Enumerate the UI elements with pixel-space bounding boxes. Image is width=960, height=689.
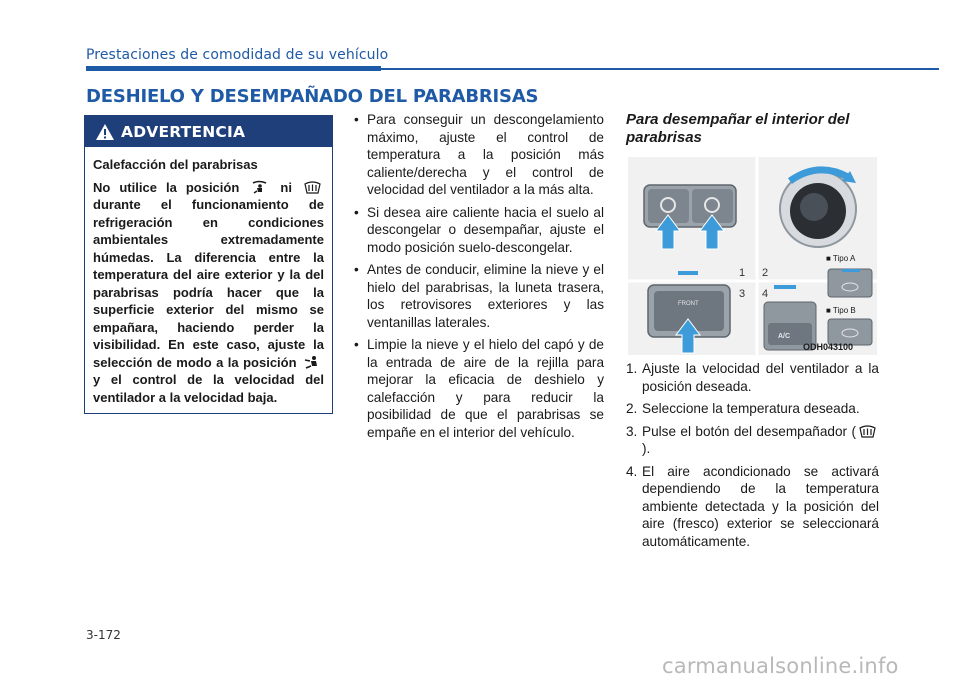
list-item: • Si desea aire caliente hacia el suelo al descongelar o desempañar, ajuste el modo posición suelo-descongelar. [354, 204, 604, 255]
figure-ac-label: A/C [778, 333, 791, 340]
section-title: Prestaciones de comodidad de su vehículo [86, 47, 389, 63]
list-item: • Antes de conducir, elimine la nieve y el hielo del parabrisas, la luneta trasera, los retrovisores exteriores y las ventanillas laterales. [354, 262, 604, 330]
warning-header [85, 116, 332, 147]
defroster-controls-figure [628, 157, 877, 355]
warning-text-part1: No utilice la posición [93, 179, 240, 195]
warning-triangle-icon [95, 123, 115, 141]
warning-title: ADVERTENCIA [121, 122, 246, 141]
header-bar [86, 66, 381, 71]
page-number: 3-172 [86, 628, 121, 642]
warning-body [85, 147, 332, 406]
figure-front-label: FRONT [678, 301, 699, 307]
steps-list [626, 360, 879, 555]
front-defrost-icon [859, 424, 876, 439]
list-item: 1. Ajuste la velocidad del ventilador a la posición deseada. [626, 361, 879, 394]
list-item: • Limpie la nieve y el hielo del capó y de la entrada de aire de la rejilla para mejorar la eficacia de deshielo y calefacción y para reducir la posibilidad de que el parabrisas se empañe en el interior del vehículo. [354, 337, 604, 440]
figure-tipo-a: ■ Tipo A [826, 254, 856, 263]
figure-label-3: 3 [739, 288, 746, 300]
watermark: carmanualsonline.info [662, 654, 899, 678]
floor-defrost-mode-icon [251, 180, 268, 195]
subsection-title: Para desempañar el interior del parabrisas [626, 111, 850, 146]
list-item: 3. Pulse el botón del desempañador (). [626, 423, 879, 458]
figure-caption: ODH043100 [803, 342, 854, 352]
list-item: 2. Seleccione la temperatura deseada. [626, 401, 860, 416]
warning-text-part3: y el control de la velocidad del ventilador a la velocidad baja. [93, 372, 324, 405]
figure-label-2: 2 [762, 267, 769, 279]
warning-text-part2: durante el funcionamiento de refrigeración en condiciones ambientales extremadamente húmedas. La diferencia entre la temperatura del aire exterior y la del parabrisas podría hacer que la superficie exterior del mismo se empañara, haciendo perder la visibilidad. En este caso, ajuste la selección de modo a la posición [93, 197, 324, 370]
list-item: 4. El aire acondicionado se activará dependiendo de la temperatura ambiente detectada y la posición del aire (fresco) exterior se seleccionará automáticamente. [626, 463, 879, 549]
warning-text [93, 179, 324, 407]
figure-label-4: 4 [762, 288, 769, 300]
figure-tipo-b: ■ Tipo B [826, 306, 856, 315]
front-defrost-icon [304, 180, 321, 195]
header-rule [381, 68, 939, 70]
face-floor-mode-icon [304, 355, 321, 370]
warning-subhead: Calefacción del parabrisas [93, 157, 258, 172]
figure-illustration [628, 157, 877, 355]
warning-text-ni: ni [280, 179, 292, 195]
warning-box [84, 115, 333, 414]
bullet-list [354, 111, 604, 446]
chapter-title: DESHIELO Y DESEMPAÑADO DEL PARABRISAS [86, 86, 539, 107]
list-item: • Para conseguir un descongelamiento máximo, ajuste el control de temperatura a la posición más caliente/derecha y el control de velocidad del ventilador a la más alta. [354, 112, 604, 197]
figure-label-1: 1 [739, 267, 746, 279]
